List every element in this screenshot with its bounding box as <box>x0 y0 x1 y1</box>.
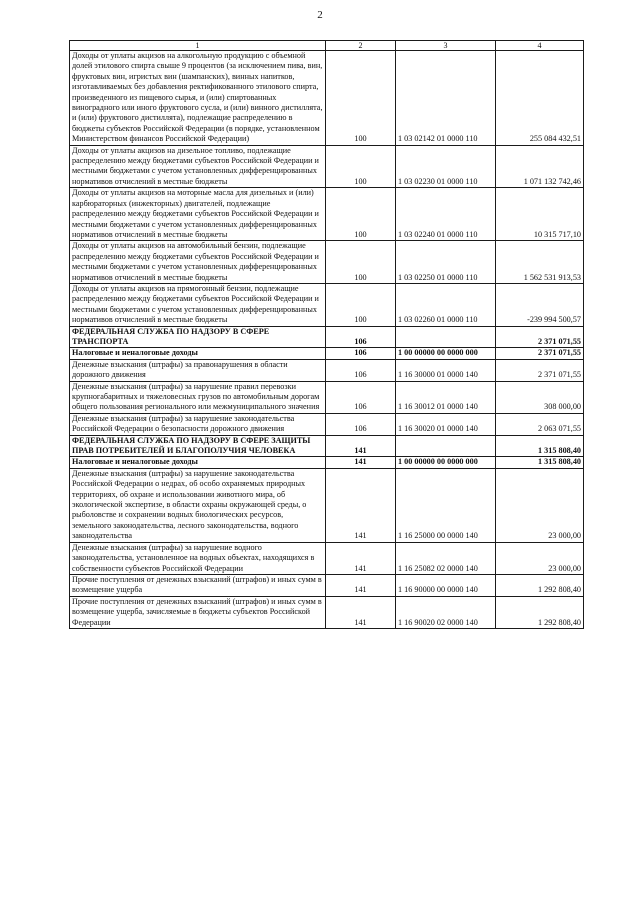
row-budget-code: 1 16 30020 01 0000 140 <box>396 413 496 435</box>
table-row <box>70 51 584 146</box>
row-admin-code: 106 <box>326 381 396 413</box>
row-budget-code: 1 16 30000 01 0000 140 <box>396 359 496 381</box>
row-description: ФЕДЕРАЛЬНАЯ СЛУЖБА ПО НАДЗОРУ В СФЕРЕ ЗАЩИТЫ ПРАВ ПОТРЕБИТЕЛЕЙ И БЛАГОПОЛУЧИЯ ЧЕЛОВЕКА <box>70 435 326 457</box>
row-description: Денежные взыскания (штрафы) за правонарушения в области дорожного движения <box>70 359 326 381</box>
row-description: Прочие поступления от денежных взысканий (штрафов) и иных сумм в возмещение ущерба <box>70 574 326 596</box>
row-budget-code: 1 16 90000 00 0000 140 <box>396 574 496 596</box>
row-budget-code: 1 00 00000 00 0000 000 <box>396 348 496 359</box>
row-admin-code: 100 <box>326 241 396 284</box>
table-row <box>70 283 584 326</box>
column-header-1: 1 <box>70 41 326 51</box>
table-row <box>70 359 584 381</box>
row-amount: 1 315 808,40 <box>496 457 584 468</box>
table-row <box>70 188 584 241</box>
row-amount: 23 000,00 <box>496 468 584 542</box>
table-row <box>70 596 584 628</box>
table-row <box>70 413 584 435</box>
column-header-4: 4 <box>496 41 584 51</box>
row-admin-code: 100 <box>326 145 396 188</box>
table-row <box>70 435 584 457</box>
row-description: Налоговые и неналоговые доходы <box>70 348 326 359</box>
table-row <box>70 326 584 348</box>
row-admin-code: 141 <box>326 457 396 468</box>
row-admin-code: 141 <box>326 574 396 596</box>
row-admin-code: 106 <box>326 348 396 359</box>
row-description: ФЕДЕРАЛЬНАЯ СЛУЖБА ПО НАДЗОРУ В СФЕРЕ ТРАНСПОРТА <box>70 326 326 348</box>
row-budget-code: 1 16 30012 01 0000 140 <box>396 381 496 413</box>
row-amount: 1 292 808,40 <box>496 596 584 628</box>
row-admin-code: 100 <box>326 51 396 146</box>
row-description: Доходы от уплаты акцизов на автомобильный бензин, подлежащие распределению между бюджетами субъектов Российской Федерации и местными бюджетами с учетом установленных дифференцированных нормативов отчислений в местные бюджеты <box>70 241 326 284</box>
row-admin-code: 141 <box>326 542 396 574</box>
row-amount: 2 063 071,55 <box>496 413 584 435</box>
row-budget-code: 1 16 25082 02 0000 140 <box>396 542 496 574</box>
row-amount: 2 371 071,55 <box>496 348 584 359</box>
page-number: 2 <box>317 9 323 21</box>
row-budget-code: 1 03 02250 01 0000 110 <box>396 241 496 284</box>
row-budget-code <box>396 435 496 457</box>
row-budget-code: 1 03 02230 01 0000 110 <box>396 145 496 188</box>
row-budget-code: 1 03 02240 01 0000 110 <box>396 188 496 241</box>
table-body <box>70 41 584 629</box>
row-budget-code: 1 16 90020 02 0000 140 <box>396 596 496 628</box>
row-admin-code: 106 <box>326 326 396 348</box>
row-description: Доходы от уплаты акцизов на прямогонный бензин, подлежащие распределению между бюджетами субъектов Российской Федерации и местными бюджетами с учетом установленных дифференцированных нормативов отчислений в местные бюджеты <box>70 283 326 326</box>
row-description: Доходы от уплаты акцизов на алкогольную продукцию с объемной долей этилового спирта свыше 9 процентов (за исключением пива, вин, фруктовых вин, игристых вин (шампанских), винных напитков, изготавливаемых без добавления ректификованного этилового спирта, произведенного из пищевого сырья, и (или) спиртованных виноградного или иного фруктового сусла, и (или) винного дистиллята, и (или) фруктового дистиллята), подлежащие распределению в бюджеты субъектов Российской Федерации (в порядке, установленном Министерством финансов Российской Федерации) <box>70 51 326 146</box>
row-description: Денежные взыскания (штрафы) за нарушение водного законодательства, установленное на водных объектах, находящихся в собственности субъектов Российской Федерации <box>70 542 326 574</box>
table-row <box>70 574 584 596</box>
row-description: Денежные взыскания (штрафы) за нарушение законодательства Российской Федерации о безопасности дорожного движения <box>70 413 326 435</box>
row-admin-code: 100 <box>326 188 396 241</box>
row-description: Прочие поступления от денежных взысканий (штрафов) и иных сумм в возмещение ущерба, зачисляемые в бюджеты субъектов Российской Федерации <box>70 596 326 628</box>
row-amount: 10 315 717,10 <box>496 188 584 241</box>
row-description: Доходы от уплаты акцизов на дизельное топливо, подлежащие распределению между бюджетами субъектов Российской Федерации и местными бюджетами с учетом установленных дифференцированных нормативов отчислений в местные бюджеты <box>70 145 326 188</box>
row-budget-code: 1 03 02142 01 0000 110 <box>396 51 496 146</box>
row-admin-code: 100 <box>326 283 396 326</box>
row-admin-code: 141 <box>326 468 396 542</box>
row-amount: 1 071 132 742,46 <box>496 145 584 188</box>
row-budget-code: 1 00 00000 00 0000 000 <box>396 457 496 468</box>
row-amount: -239 994 500,57 <box>496 283 584 326</box>
row-description: Налоговые и неналоговые доходы <box>70 457 326 468</box>
row-description: Денежные взыскания (штрафы) за нарушение законодательства Российской Федерации о недрах, об особо охраняемых природных территориях, об охране и использовании животного мира, об экологической экспертизе, в области охраны окружающей среды, о рыболовстве и сохранении водных биологических ресурсов, земельного законодательства, лесного законодательства, водного законодательства <box>70 468 326 542</box>
revenue-table <box>69 40 584 629</box>
table-row <box>70 468 584 542</box>
row-description: Доходы от уплаты акцизов на моторные масла для дизельных и (или) карбюраторных (инжекторных) двигателей, подлежащие распределению между бюджетами субъектов Российской Федерации и местными бюджетами с учетом установленных дифференцированных нормативов отчислений в местные бюджеты <box>70 188 326 241</box>
row-admin-code: 141 <box>326 435 396 457</box>
row-admin-code: 141 <box>326 596 396 628</box>
table-row <box>70 241 584 284</box>
row-amount: 1 292 808,40 <box>496 574 584 596</box>
column-header-3: 3 <box>396 41 496 51</box>
row-amount: 23 000,00 <box>496 542 584 574</box>
row-amount: 2 371 071,55 <box>496 326 584 348</box>
table-row <box>70 542 584 574</box>
row-amount: 1 562 531 913,53 <box>496 241 584 284</box>
row-budget-code <box>396 326 496 348</box>
row-admin-code: 106 <box>326 359 396 381</box>
row-budget-code: 1 03 02260 01 0000 110 <box>396 283 496 326</box>
row-amount: 308 000,00 <box>496 381 584 413</box>
row-amount: 1 315 808,40 <box>496 435 584 457</box>
table-row <box>70 381 584 413</box>
row-amount: 255 084 432,51 <box>496 51 584 146</box>
row-admin-code: 106 <box>326 413 396 435</box>
row-budget-code: 1 16 25000 00 0000 140 <box>396 468 496 542</box>
table-header-row <box>70 41 584 51</box>
table-row <box>70 457 584 468</box>
table-row <box>70 145 584 188</box>
row-description: Денежные взыскания (штрафы) за нарушение правил перевозки крупногабаритных и тяжеловесных грузов по автомобильным дорогам общего пользования регионального или межмуниципального значения <box>70 381 326 413</box>
row-amount: 2 371 071,55 <box>496 359 584 381</box>
table-row <box>70 348 584 359</box>
column-header-2: 2 <box>326 41 396 51</box>
